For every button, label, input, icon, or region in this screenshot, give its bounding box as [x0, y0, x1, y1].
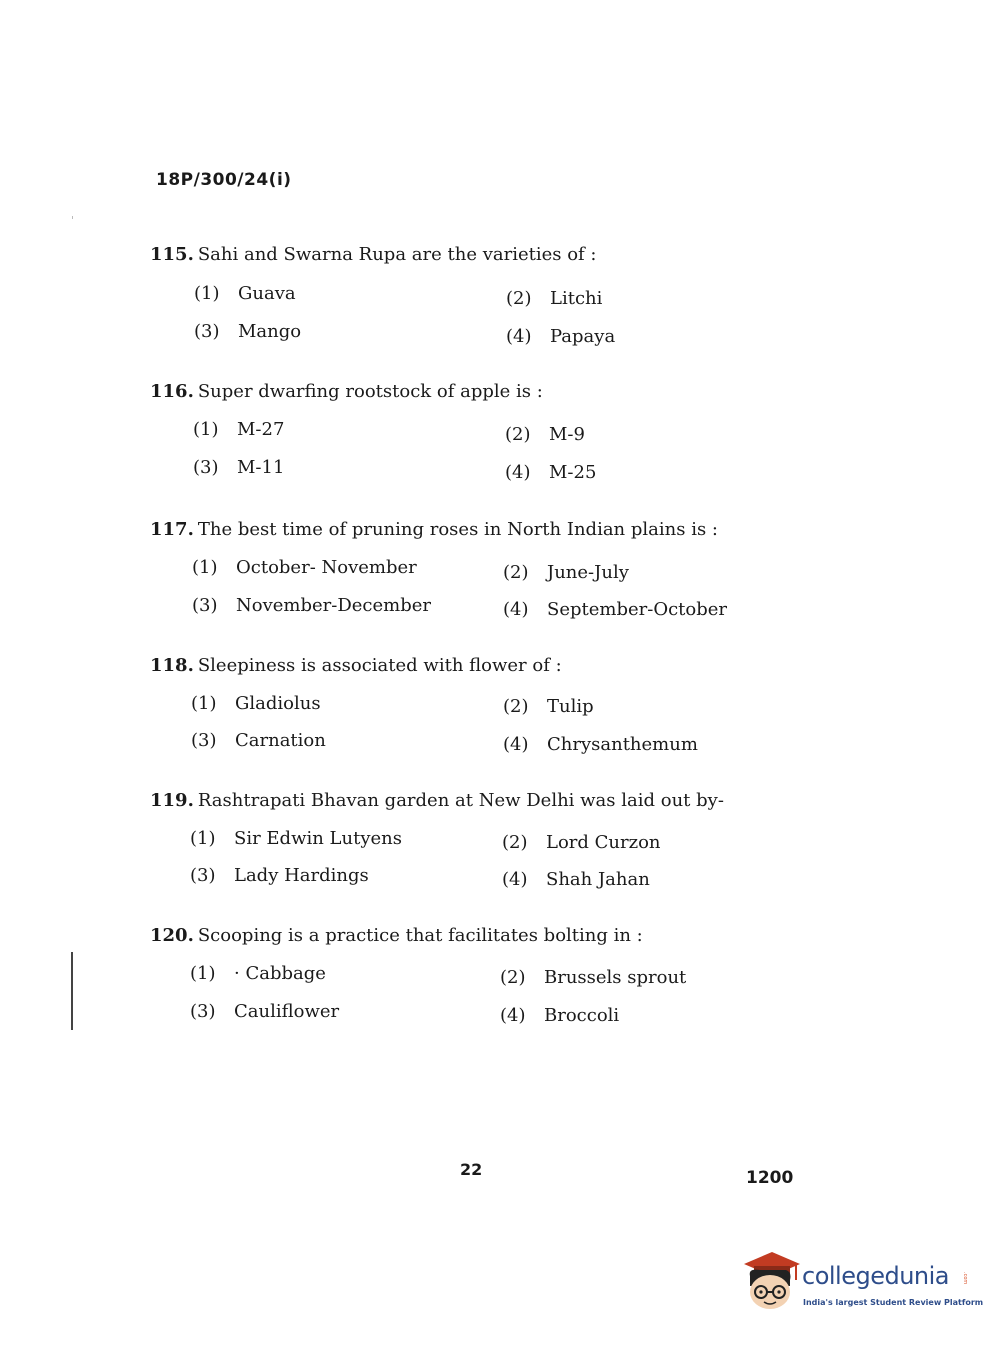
logo-mascot-icon [740, 1250, 800, 1312]
option-3: (3) M-11 [193, 457, 285, 478]
option-3: (3) Cauliflower [190, 1001, 340, 1022]
logo-tagline: India's largest Student Review Platform [803, 1298, 984, 1307]
option-1: (1) Guava [194, 283, 296, 304]
question-text: Sleepiness is associated with flower of : [197, 655, 562, 676]
question-116 [150, 381, 790, 483]
paper-code-header: 18P/300/24(i) [156, 170, 292, 190]
option-1: (1) October- November [192, 557, 417, 578]
option-1: (1) Sir Edwin Lutyens [190, 828, 402, 849]
option-2: (2) Litchi [506, 288, 603, 309]
logo-name: collegedunia [802, 1262, 950, 1290]
question-number: 116. [150, 381, 194, 402]
option-2: (2) Tulip [503, 696, 594, 717]
question-number: 115. [150, 244, 194, 265]
option-4: (4) Shah Jahan [502, 869, 650, 890]
option-4: (4) Chrysanthemum [503, 734, 698, 755]
option-3: (3) Carnation [191, 730, 326, 751]
option-2: (2) Brussels sprout [500, 967, 687, 988]
question-120 [150, 925, 790, 1026]
option-4: (4) M-25 [505, 462, 597, 483]
question-118 [150, 655, 790, 755]
collegedunia-logo[interactable] [740, 1250, 984, 1320]
option-1: (1) Gladiolus [191, 693, 321, 714]
option-2: (2) June-July [503, 562, 629, 583]
option-1: (1) M-27 [193, 419, 285, 440]
margin-bar [71, 952, 73, 1030]
paper-code-footer: 1200 [746, 1168, 794, 1188]
question-text: Super dwarfing rootstock of apple is : [197, 381, 543, 402]
question-number: 117. [150, 519, 194, 540]
question-117 [150, 519, 790, 620]
question-number: 118. [150, 655, 194, 676]
question-text: Scooping is a practice that facilitates bolting in : [197, 925, 643, 946]
question-number: 120. [150, 925, 194, 946]
option-4: (4) September-October [503, 599, 728, 620]
page-number: 22 [460, 1160, 483, 1179]
option-2: (2) M-9 [505, 424, 585, 445]
option-4: (4) Papaya [506, 326, 616, 347]
option-2: (2) Lord Curzon [502, 832, 661, 853]
option-3: (3) November-December [192, 595, 432, 616]
option-3: (3) Mango [194, 321, 302, 342]
option-3: (3) Lady Hardings [190, 865, 369, 886]
question-119 [150, 790, 790, 890]
question-number: 119. [150, 790, 194, 811]
margin-mark [72, 216, 73, 219]
question-text: The best time of pruning roses in North Indian plains is : [197, 519, 718, 540]
question-115 [150, 244, 790, 347]
option-4: (4) Broccoli [500, 1005, 620, 1026]
option-1: (1) · Cabbage [190, 963, 326, 984]
logo-suffix: .com [962, 1272, 968, 1285]
question-text: Sahi and Swarna Rupa are the varieties of : [197, 244, 597, 265]
question-text: Rashtrapati Bhavan garden at New Delhi was laid out by- [197, 790, 724, 811]
